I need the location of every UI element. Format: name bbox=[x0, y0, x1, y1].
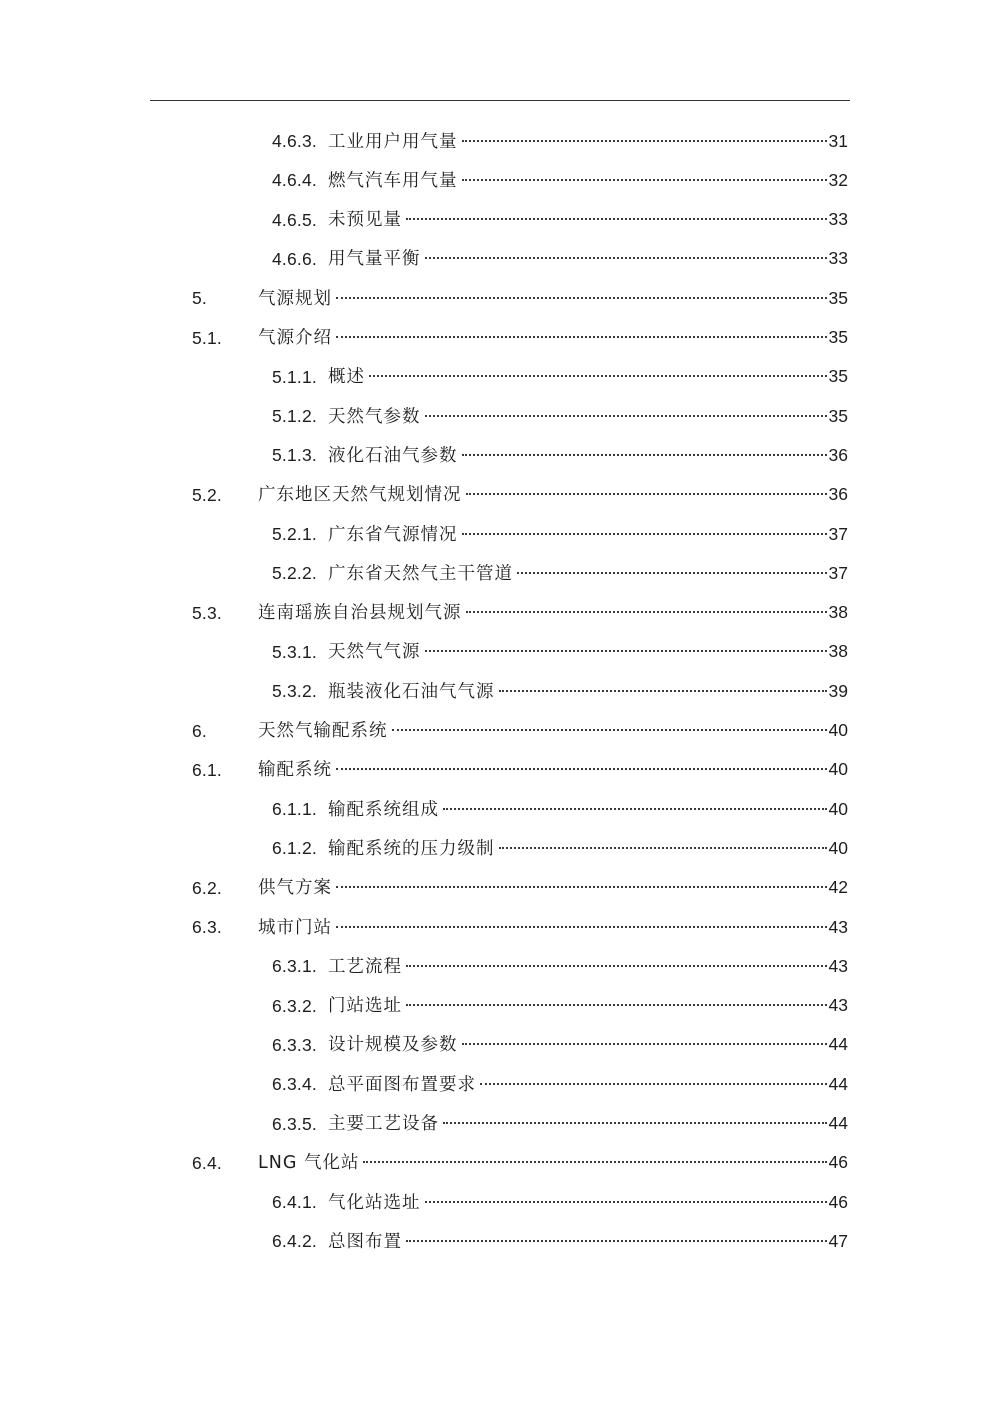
toc-entry[interactable] bbox=[0, 201, 1000, 240]
toc-entry-number: 5.1.3. bbox=[272, 445, 317, 466]
toc-entry-page: 35 bbox=[828, 287, 848, 308]
toc-entry[interactable] bbox=[0, 633, 1000, 672]
toc-entry-body bbox=[328, 161, 848, 201]
toc-entry[interactable] bbox=[0, 240, 1000, 279]
toc-leader-dots bbox=[363, 1161, 826, 1163]
toc-entry[interactable] bbox=[0, 790, 1000, 829]
toc-entry-title: 输配系统 bbox=[258, 760, 332, 781]
toc-entry-body bbox=[328, 672, 848, 712]
toc-entry-title: 天然气输配系统 bbox=[258, 721, 388, 741]
toc-entry-number: 6.4. bbox=[192, 1152, 222, 1173]
header-rule bbox=[150, 100, 850, 101]
toc-entry-body bbox=[328, 436, 848, 476]
toc-leader-dots bbox=[462, 179, 827, 181]
toc-entry-body bbox=[258, 593, 848, 633]
toc-entry-page: 44 bbox=[828, 1113, 848, 1133]
toc-entry-body bbox=[258, 318, 848, 358]
toc-entry-number: 5.3. bbox=[192, 602, 222, 623]
toc-entry-number: 6.3.1. bbox=[272, 956, 317, 977]
toc-entry-title: 天然气参数 bbox=[328, 406, 421, 427]
toc-entry-body bbox=[328, 515, 848, 555]
toc-leader-dots bbox=[517, 572, 827, 574]
toc-entry-title: 广东省气源情况 bbox=[328, 524, 458, 545]
toc-entry-body bbox=[328, 632, 848, 672]
toc-leader-dots bbox=[466, 611, 827, 613]
toc-entry[interactable] bbox=[0, 319, 1000, 358]
toc-entry[interactable] bbox=[0, 1144, 1000, 1183]
toc-entry-number: 6.4.1. bbox=[272, 1192, 317, 1213]
toc-entry-number: 4.6.4. bbox=[272, 170, 317, 191]
toc-entry-number: 6.1.1. bbox=[272, 799, 317, 820]
toc-entry-body bbox=[328, 947, 848, 987]
toc-leader-dots bbox=[336, 926, 827, 928]
toc-leader-dots bbox=[406, 965, 827, 967]
toc-entry-number: 6.4.2. bbox=[272, 1231, 317, 1252]
toc-entry[interactable] bbox=[0, 712, 1000, 751]
toc-entry[interactable] bbox=[0, 1183, 1000, 1222]
toc-leader-dots bbox=[480, 1083, 827, 1085]
toc-entry-title: 门站选址 bbox=[328, 996, 402, 1017]
toc-leader-dots bbox=[425, 257, 827, 259]
toc-entry-number: 6.3.4. bbox=[272, 1074, 317, 1095]
toc-entry-title: 用气量平衡 bbox=[328, 249, 421, 270]
toc-entry-number: 5. bbox=[192, 288, 207, 309]
toc-entry-body bbox=[328, 122, 848, 162]
toc-entry-body bbox=[258, 711, 848, 751]
toc-entry-page: 43 bbox=[828, 995, 848, 1016]
toc-entry-number: 5.2.2. bbox=[272, 563, 317, 584]
toc-entry-body bbox=[328, 790, 848, 830]
toc-leader-dots bbox=[499, 847, 827, 849]
toc-entry-page: 33 bbox=[828, 248, 848, 269]
toc-entry-page: 40 bbox=[828, 837, 848, 858]
toc-entry[interactable] bbox=[0, 594, 1000, 633]
toc-entry[interactable] bbox=[0, 829, 1000, 868]
toc-leader-dots bbox=[406, 218, 827, 220]
toc-entry-title: LNG 气化站 bbox=[258, 1153, 360, 1174]
toc-leader-dots bbox=[462, 140, 827, 142]
toc-leader-dots bbox=[443, 1122, 827, 1124]
toc-entry[interactable] bbox=[0, 1222, 1000, 1261]
toc-entry-title: 供气方案 bbox=[258, 878, 332, 899]
toc-leader-dots bbox=[443, 808, 827, 810]
toc-entry-number: 6.3.5. bbox=[272, 1113, 317, 1134]
toc-entry[interactable] bbox=[0, 161, 1000, 200]
toc-leader-dots bbox=[499, 690, 827, 692]
toc-entry-page: 36 bbox=[828, 444, 848, 465]
toc-entry-number: 4.6.6. bbox=[272, 248, 317, 269]
toc-entry[interactable] bbox=[0, 908, 1000, 947]
toc-entry-title: 广东省天然气主干管道 bbox=[328, 563, 513, 584]
toc-entry[interactable] bbox=[0, 947, 1000, 986]
toc-entry-page: 46 bbox=[828, 1152, 848, 1173]
toc-entry-body bbox=[328, 554, 848, 594]
toc-entry[interactable] bbox=[0, 1065, 1000, 1104]
toc-entry-page: 35 bbox=[828, 327, 848, 347]
toc-entry-number: 4.6.5. bbox=[272, 209, 317, 230]
toc-entry-title: 城市门站 bbox=[258, 917, 332, 938]
toc-entry-title: 概述 bbox=[328, 367, 365, 388]
toc-entry-number: 6.3.2. bbox=[272, 995, 317, 1016]
toc-entry-body bbox=[328, 200, 848, 240]
toc-entry-number: 6. bbox=[192, 720, 207, 741]
toc-entry-page: 37 bbox=[828, 562, 848, 583]
toc-entry-page: 38 bbox=[828, 602, 848, 623]
toc-entry-number: 5.1. bbox=[192, 327, 222, 348]
toc-entry-body bbox=[328, 1104, 848, 1144]
toc-entry-body bbox=[258, 750, 848, 790]
toc-leader-dots bbox=[336, 336, 827, 338]
toc-entry[interactable] bbox=[0, 397, 1000, 436]
toc-leader-dots bbox=[466, 493, 827, 495]
toc-leader-dots bbox=[462, 1043, 827, 1045]
toc-entry-body bbox=[258, 1143, 848, 1183]
toc-entry-number: 5.1.1. bbox=[272, 366, 317, 387]
toc-entry-page: 36 bbox=[828, 484, 848, 505]
toc-entry-title: 广东地区天然气规划情况 bbox=[258, 485, 462, 506]
toc-entry-body bbox=[328, 986, 848, 1026]
toc-entry-page: 40 bbox=[828, 759, 848, 780]
toc-entry-title: 液化石油气参数 bbox=[328, 445, 458, 466]
toc-entry-page: 33 bbox=[828, 209, 848, 230]
toc-entry-title: 工业用户用气量 bbox=[328, 131, 458, 152]
toc-entry[interactable] bbox=[0, 869, 1000, 908]
toc-entry-title: 工艺流程 bbox=[328, 956, 402, 977]
toc-entry-page: 42 bbox=[828, 877, 848, 898]
toc-entry-page: 47 bbox=[828, 1230, 848, 1251]
toc-entry-body bbox=[328, 829, 848, 869]
toc-leader-dots bbox=[369, 375, 827, 377]
toc-entry-title: 总图布置 bbox=[328, 1231, 402, 1252]
toc-entry-body bbox=[328, 1025, 848, 1065]
toc-entry[interactable] bbox=[0, 987, 1000, 1026]
toc-entry-number: 6.3. bbox=[192, 917, 222, 937]
toc-entry-title: 气源规划 bbox=[258, 288, 332, 309]
toc-entry-page: 40 bbox=[828, 720, 848, 740]
toc-entry-title: 瓶装液化石油气气源 bbox=[328, 681, 495, 702]
toc-entry[interactable] bbox=[0, 358, 1000, 397]
toc-entry-number: 6.1. bbox=[192, 759, 222, 780]
toc-entry-body bbox=[328, 1183, 848, 1223]
toc-entry-page: 46 bbox=[828, 1191, 848, 1212]
toc-entry[interactable] bbox=[0, 515, 1000, 554]
toc-entry-page: 38 bbox=[828, 641, 848, 662]
toc-entry-page: 31 bbox=[828, 130, 848, 151]
toc-entry-body bbox=[328, 1222, 848, 1262]
toc-leader-dots bbox=[425, 650, 827, 652]
toc-leader-dots bbox=[392, 729, 827, 731]
toc-entry[interactable] bbox=[0, 1105, 1000, 1144]
toc-entry-title: 气化站选址 bbox=[328, 1192, 421, 1213]
toc-entry-page: 35 bbox=[828, 366, 848, 387]
toc-leader-dots bbox=[425, 1201, 827, 1203]
toc-entry-number: 5.2. bbox=[192, 484, 222, 505]
toc-leader-dots bbox=[336, 297, 827, 299]
toc-entry-page: 35 bbox=[828, 405, 848, 426]
toc-entry-title: 总平面图布置要求 bbox=[328, 1074, 476, 1095]
toc-entry[interactable] bbox=[0, 122, 1000, 161]
toc-entry-page: 32 bbox=[828, 169, 848, 190]
toc-entry-number: 6.3.3. bbox=[272, 1034, 317, 1055]
toc-entry-title: 未预见量 bbox=[328, 210, 402, 231]
toc-entry-page: 44 bbox=[828, 1034, 848, 1055]
toc-entry-title: 燃气汽车用气量 bbox=[328, 170, 458, 191]
toc-entry-page: 40 bbox=[828, 798, 848, 819]
toc-leader-dots bbox=[406, 1240, 827, 1242]
toc-entry-body bbox=[258, 279, 848, 319]
toc-entry-body bbox=[258, 868, 848, 908]
toc-entry-page: 44 bbox=[828, 1073, 848, 1094]
toc-entry-page: 43 bbox=[828, 916, 848, 937]
toc-entry[interactable] bbox=[0, 436, 1000, 475]
toc-leader-dots bbox=[406, 1004, 827, 1006]
toc-entry-number: 6.2. bbox=[192, 877, 222, 898]
toc-entry-title: 天然气气源 bbox=[328, 642, 421, 663]
toc-entry-page: 43 bbox=[828, 955, 848, 976]
toc-entry[interactable] bbox=[0, 476, 1000, 515]
toc-entry-number: 5.3.1. bbox=[272, 641, 317, 662]
toc-entry-title: 设计规模及参数 bbox=[328, 1035, 458, 1056]
toc-entry-body bbox=[258, 908, 848, 948]
toc-entry[interactable] bbox=[0, 1026, 1000, 1065]
toc-leader-dots bbox=[462, 533, 827, 535]
toc-entry-number: 5.2.1. bbox=[272, 524, 317, 544]
toc-entry[interactable] bbox=[0, 672, 1000, 711]
toc-entry-body bbox=[328, 397, 848, 437]
toc-entry-page: 39 bbox=[828, 680, 848, 701]
toc-entry-body bbox=[328, 357, 848, 397]
toc-entry[interactable] bbox=[0, 554, 1000, 593]
toc-entry-number: 5.1.2. bbox=[272, 406, 317, 427]
toc-entry-title: 输配系统的压力级制 bbox=[328, 838, 495, 859]
toc-entry-title: 气源介绍 bbox=[258, 328, 332, 348]
toc-entry-body bbox=[328, 239, 848, 279]
toc-entry-body bbox=[328, 1065, 848, 1105]
toc-entry-title: 主要工艺设备 bbox=[328, 1114, 439, 1134]
toc-entry-number: 4.6.3. bbox=[272, 131, 317, 151]
toc-entry-body bbox=[258, 475, 848, 515]
toc-leader-dots bbox=[425, 415, 827, 417]
toc-entry-page: 37 bbox=[828, 523, 848, 544]
toc-entry-title: 输配系统组成 bbox=[328, 799, 439, 820]
toc-entry[interactable] bbox=[0, 751, 1000, 790]
toc-entry-number: 6.1.2. bbox=[272, 838, 317, 859]
toc-leader-dots bbox=[336, 768, 827, 770]
toc-entry-number: 5.3.2. bbox=[272, 681, 317, 702]
toc-leader-dots bbox=[462, 454, 827, 456]
toc-entry-title: 连南瑶族自治县规划气源 bbox=[258, 603, 462, 624]
toc-entry[interactable] bbox=[0, 279, 1000, 318]
toc-leader-dots bbox=[336, 886, 827, 888]
